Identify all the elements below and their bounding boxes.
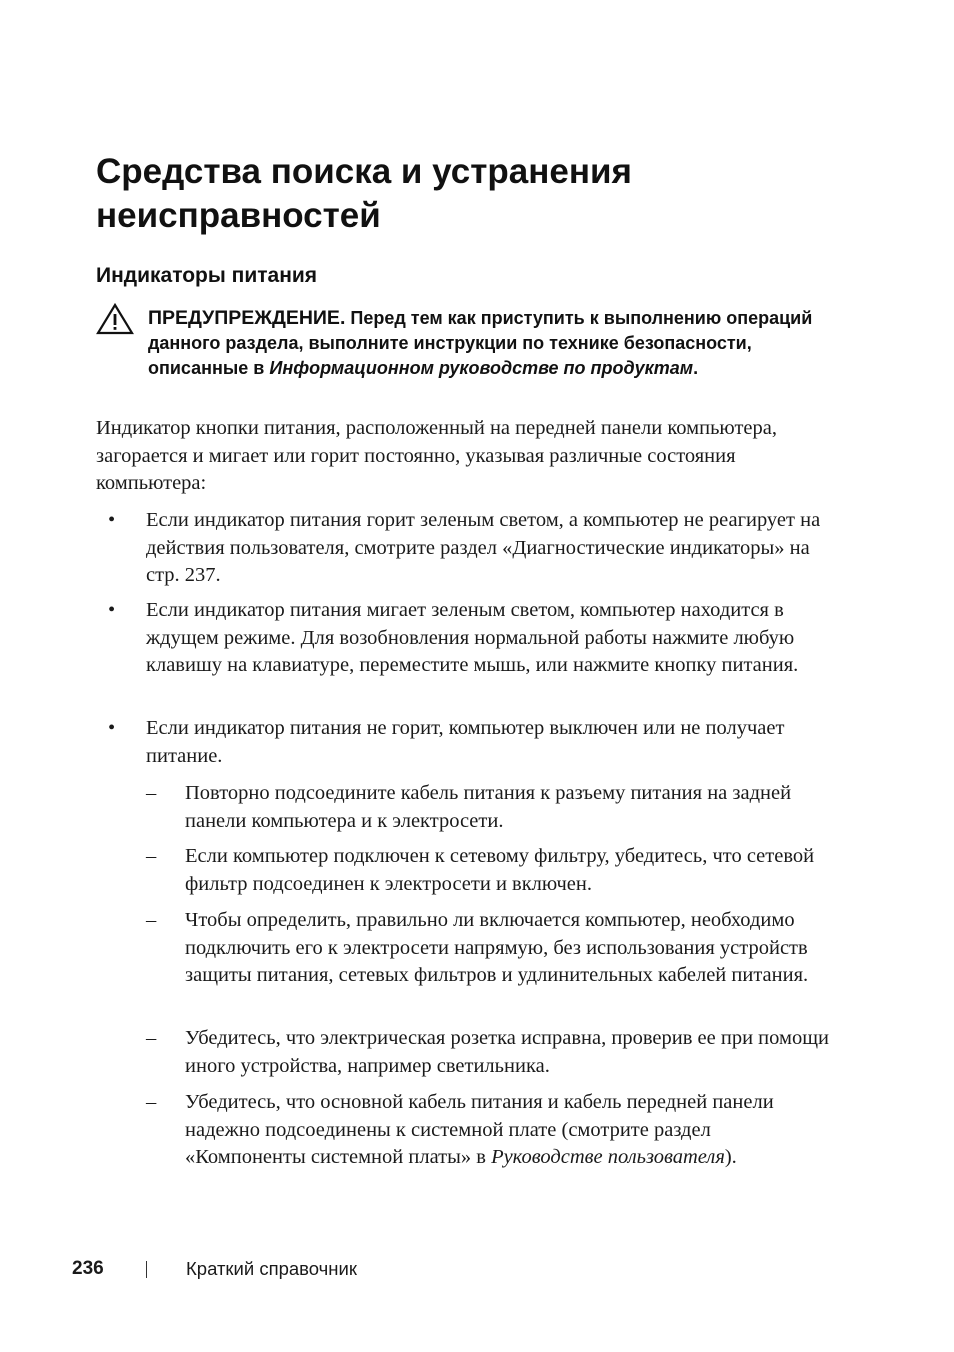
list-item-text: Если индикатор питания мигает зеленым светом, компьютер находится в ждущем режиме. Для возобновления нормальной работы нажмите любую клавишу на клавиатуре, переместите мышь, или нажмите кнопку питания.	[146, 599, 799, 676]
dash-mark: –	[146, 1091, 157, 1113]
sub-list-item-text: Убедитесь, что электрическая розетка исправна, проверив ее при помощи иного устройства, например светильника.	[185, 1027, 829, 1077]
sub-list-item-text: Чтобы определить, правильно ли включается компьютер, необходимо подключить его к электросети напрямую, без использования устройств защиты питания, сетевых фильтров и удлинительных кабелей питания.	[185, 909, 809, 986]
bullet-mark: •	[108, 599, 116, 621]
warning-label: ПРЕДУПРЕЖДЕНИЕ.	[148, 307, 346, 329]
page-footer	[72, 1256, 772, 1286]
sub-list-item-text: Если компьютер подключен к сетевому фильтру, убедитесь, что сетевой фильтр подсоединен к электросети и включен.	[185, 845, 815, 895]
warning-document-reference: Информационном руководстве по продуктам	[269, 358, 694, 378]
sub-list-item-text: Повторно подсоедините кабель питания к разъему питания на задней панели компьютера и к электросети.	[185, 782, 792, 832]
bullet-mark: •	[108, 717, 116, 739]
section-title: Индикаторы питания	[96, 264, 318, 287]
page-number: 236	[72, 1258, 104, 1279]
warning-end: .	[693, 358, 699, 378]
list-item-text: Если индикатор питания горит зеленым светом, а компьютер не реагирует на действия пользователя, смотрите раздел «Диагностические индикаторы» на стр. 237.	[146, 509, 821, 586]
dash-mark: –	[146, 1027, 157, 1049]
footer-title: Краткий справочник	[186, 1258, 357, 1279]
intro-paragraph: Индикатор кнопки питания, расположенный на передней панели компьютера, загорается и мигает или горит постоянно, указывая различные состояния компьютера:	[96, 417, 778, 494]
warning-body: Перед тем как приступить к выполнению операций данного раздела, выполните инструкции по технике безопасности, описанные в	[148, 308, 813, 378]
sub-list-item-body: Убедитесь, что основной кабель питания и кабель передней панели надежно подсоединены к системной плате (смотрите раздел «Компоненты системной платы» в	[185, 1091, 774, 1168]
bullet-mark: •	[108, 509, 116, 531]
dash-mark: –	[146, 909, 157, 931]
dash-mark: –	[146, 782, 157, 804]
warning-text	[148, 306, 828, 381]
dash-mark: –	[146, 845, 157, 867]
warning-triangle-icon	[96, 303, 134, 335]
user-guide-reference: Руководстве пользователя	[491, 1146, 725, 1168]
sub-list-item-end: ).	[724, 1146, 737, 1168]
list-item-text: Если индикатор питания не горит, компьютер выключен или не получает питание.	[146, 717, 785, 767]
page-title: Средства поиска и устранения неисправностей	[96, 152, 632, 235]
sub-list-item-text	[185, 1089, 836, 1172]
footer-separator	[146, 1261, 147, 1278]
